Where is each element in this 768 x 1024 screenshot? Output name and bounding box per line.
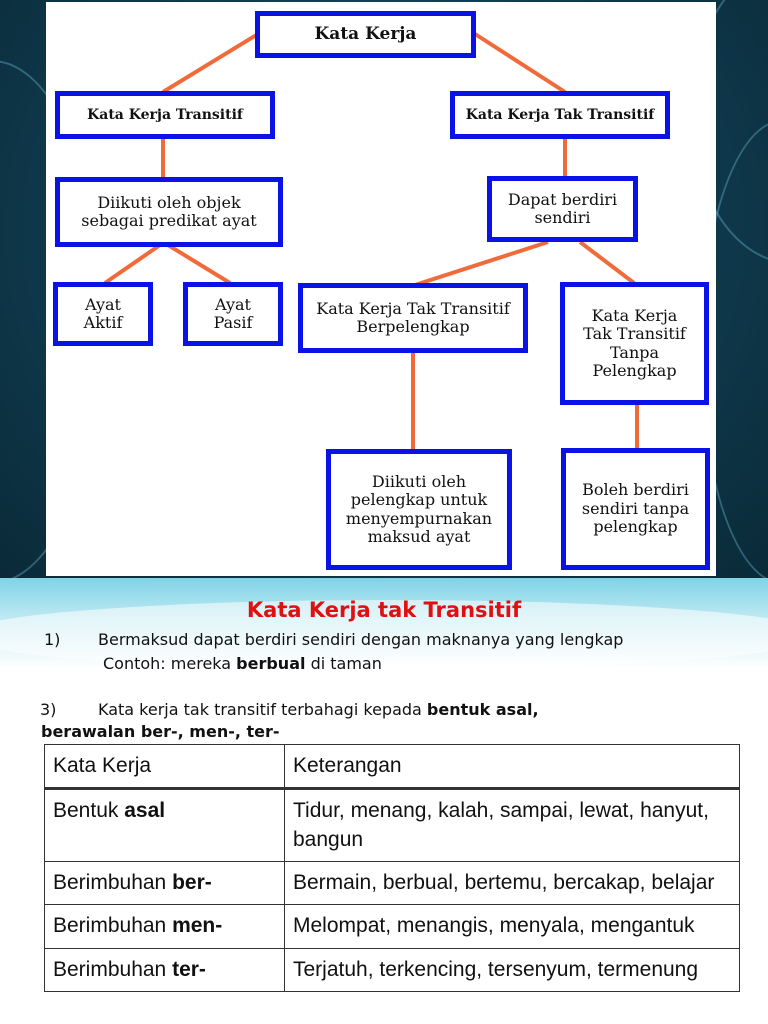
example-bold: berbual	[236, 654, 306, 673]
table-cell-type	[45, 862, 285, 905]
node-label-line: Ayat	[215, 294, 251, 314]
node-label-line: Boleh berdiri	[582, 480, 689, 500]
table-header-cell: Keterangan	[285, 745, 740, 789]
node-label-line: Diikuti oleh	[371, 471, 467, 491]
point-3-prefix: Kata kerja tak transitif terbahagi kepada	[98, 700, 427, 719]
node-berpelengkap	[298, 283, 528, 353]
point-1-text: Bermaksud dapat berdiri sendiri dengan maknanya yang lengkap	[98, 630, 624, 649]
table-cell-type	[45, 948, 285, 991]
connector-desc-berpelengkap	[415, 242, 548, 285]
point-3-bold-2: berawalan ber-, men-, ter-	[41, 722, 280, 741]
point-1-number: 1)	[44, 630, 61, 649]
table-cell-desc: Terjatuh, terkencing, tersenyum, termenung	[285, 948, 740, 991]
table-cell-type	[45, 905, 285, 948]
point-3-number: 3)	[40, 700, 57, 719]
node-kata-kerja-transitif	[55, 91, 275, 139]
node-label-line: Dapat berdiri	[507, 189, 618, 209]
point-3-text	[98, 700, 539, 719]
verb-table	[44, 744, 740, 992]
table-row	[45, 948, 740, 991]
node-kata-kerja-tak-transitif	[450, 91, 670, 139]
type-prefix: Bentuk	[53, 799, 125, 823]
type-prefix: Berimbuhan	[53, 957, 173, 981]
table-cell-desc: Tidur, menang, kalah, sampai, lewat, hanyut, bangun	[285, 789, 740, 862]
node-label-line: menyempurnakan	[345, 508, 493, 528]
node-label-line: Aktif	[83, 313, 123, 332]
type-prefix: Berimbuhan	[53, 914, 173, 938]
node-kata-kerja	[255, 11, 476, 58]
table-cell-desc: Melompat, menangis, menyala, mengantuk	[285, 905, 740, 948]
node-label: Kata Kerja Tak Transitif	[465, 106, 655, 123]
table-row	[45, 789, 740, 862]
node-label-line: Ayat	[85, 294, 121, 314]
node-label-line: Pelengkap	[592, 360, 677, 380]
node-label-line: Tak Transitif	[583, 324, 686, 344]
example-suffix: di taman	[305, 654, 382, 673]
node-label-line: Berpelengkap	[356, 317, 470, 336]
connector-desc-tanpa	[580, 242, 634, 283]
node-label: Kata Kerja Transitif	[87, 106, 243, 123]
node-label-line: maksud ayat	[367, 526, 471, 546]
node-dapat-berdiri-sendiri	[487, 176, 638, 242]
connector-desc-pasif	[168, 245, 230, 283]
type-bold: ter-	[172, 957, 206, 981]
table-cell-desc: Bermain, berbual, bertemu, bercakap, belajar	[285, 862, 740, 905]
table-header-row	[45, 745, 740, 789]
slide-title: Kata Kerja tak Transitif	[246, 598, 522, 622]
node-label-line: Tanpa	[609, 342, 660, 362]
node-label-line: sebagai predikat ayat	[81, 211, 257, 230]
node-label-line: Kata Kerja	[591, 305, 678, 325]
node-ayat-aktif	[53, 282, 153, 346]
table-header-cell: Kata Kerja	[45, 745, 285, 789]
node-label-line: pelengkap untuk	[350, 490, 488, 510]
example-line	[103, 654, 382, 673]
table-cell-type	[45, 789, 285, 862]
connector-root-taktransitif	[475, 34, 565, 92]
table-row	[45, 905, 740, 948]
connector-root-transitif	[163, 34, 258, 92]
type-bold: men-	[172, 914, 223, 938]
type-bold: asal	[124, 799, 166, 823]
node-label-line: sendiri tanpa	[581, 498, 690, 518]
node-ayat-pasif	[183, 282, 283, 346]
node-label-line: Diikuti oleh objek	[97, 192, 241, 212]
table-row	[45, 862, 740, 905]
type-prefix: Berimbuhan	[53, 871, 173, 895]
node-label: Kata Kerja	[314, 23, 417, 44]
node-label-line: Pasif	[213, 313, 253, 332]
node-label-line: sendiri	[534, 208, 591, 227]
node-label-line: pelengkap	[593, 517, 678, 537]
connector-desc-aktif	[105, 245, 160, 283]
node-diikuti-pelengkap	[326, 449, 512, 570]
node-tanpa-pelengkap	[560, 282, 709, 405]
point-3-continuation	[41, 722, 280, 741]
type-bold: ber-	[172, 871, 212, 895]
example-prefix: Contoh: mereka	[103, 654, 237, 673]
node-label-line: Kata Kerja Tak Transitif	[316, 298, 510, 318]
point-3-bold: bentuk asal,	[426, 700, 539, 719]
node-diikuti-objek	[55, 177, 283, 247]
node-boleh-berdiri	[561, 448, 710, 570]
